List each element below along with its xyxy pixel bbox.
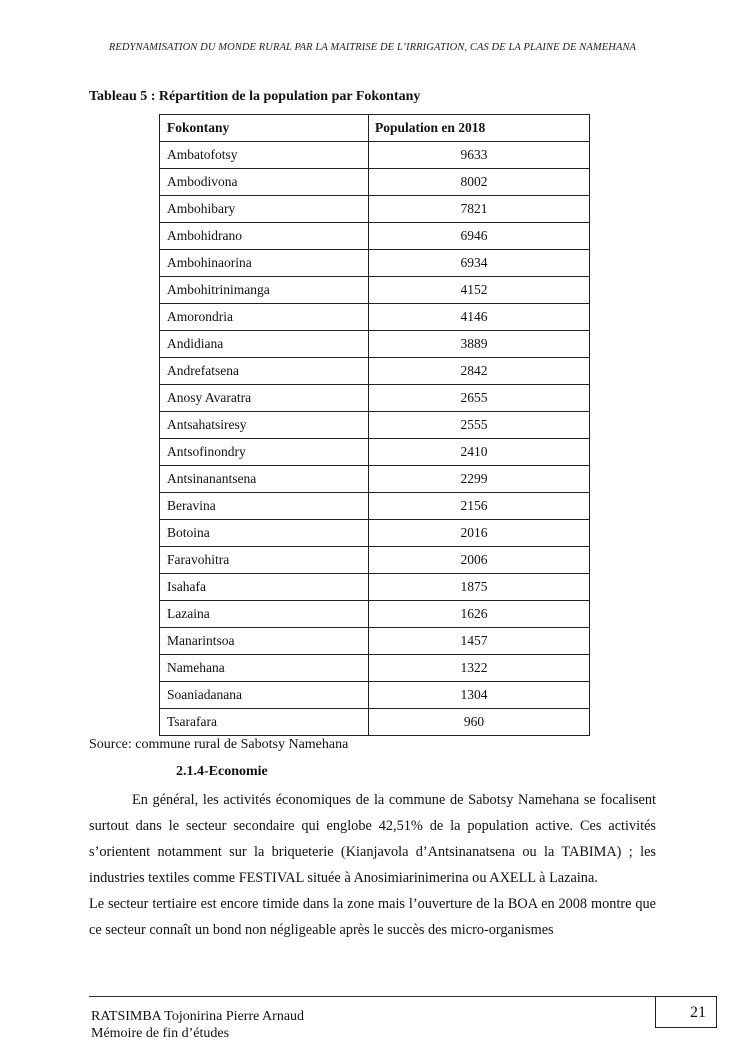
table-row: [160, 547, 590, 574]
footer-subtitle: Mémoire de fin d’études: [91, 1026, 230, 1041]
population-table: [159, 114, 590, 736]
population-cell: 6946: [369, 223, 590, 250]
table-row: [160, 520, 590, 547]
fokontany-name-cell: Antsofinondry: [160, 439, 369, 466]
table-source: Source: commune rural de Sabotsy Namehana: [89, 737, 349, 752]
population-cell: 2655: [369, 385, 590, 412]
fokontany-name-cell: Soaniadanana: [160, 682, 369, 709]
fokontany-name-cell: Andrefatsena: [160, 358, 369, 385]
fokontany-name-cell: Namehana: [160, 655, 369, 682]
population-cell: 3889: [369, 331, 590, 358]
paragraph-2: Le secteur tertiaire est encore timide dans la zone mais l’ouverture de la BOA en 2008 montre que ce secteur connaît un bond non négligeable après le succès des micro-organismes: [89, 896, 656, 938]
fokontany-name-cell: Ambohinaorina: [160, 250, 369, 277]
column-header-fokontany: Fokontany: [160, 115, 369, 142]
population-cell: 7821: [369, 196, 590, 223]
table-row: [160, 574, 590, 601]
population-cell: 2555: [369, 412, 590, 439]
table-row: [160, 709, 590, 736]
table-row: [160, 439, 590, 466]
population-cell: 8002: [369, 169, 590, 196]
column-header-population: Population en 2018: [369, 115, 590, 142]
table-caption: Tableau 5 : Répartition de la population par Fokontany: [89, 89, 421, 104]
table-row: [160, 466, 590, 493]
table-header-row: [160, 115, 590, 142]
table-row: [160, 493, 590, 520]
population-cell: 2156: [369, 493, 590, 520]
table-row: [160, 277, 590, 304]
table-row: [160, 412, 590, 439]
table-row: [160, 628, 590, 655]
fokontany-name-cell: Antsinanantsena: [160, 466, 369, 493]
table-row: [160, 304, 590, 331]
fokontany-name-cell: Andidiana: [160, 331, 369, 358]
population-cell: 2006: [369, 547, 590, 574]
population-cell: 4152: [369, 277, 590, 304]
population-cell: 960: [369, 709, 590, 736]
population-cell: 1304: [369, 682, 590, 709]
table-body: [160, 142, 590, 736]
footer-author: RATSIMBA Tojonirina Pierre Arnaud: [91, 1009, 305, 1024]
fokontany-name-cell: Beravina: [160, 493, 369, 520]
population-cell: 1457: [369, 628, 590, 655]
fokontany-name-cell: Antsahatsiresy: [160, 412, 369, 439]
table-row: [160, 655, 590, 682]
table-row: [160, 682, 590, 709]
table-row: [160, 142, 590, 169]
table-row: [160, 250, 590, 277]
population-cell: 9633: [369, 142, 590, 169]
table-row: [160, 223, 590, 250]
section-title: 2.1.4-Economie: [176, 764, 268, 779]
population-cell: 4146: [369, 304, 590, 331]
table-row: [160, 358, 590, 385]
fokontany-name-cell: Botoina: [160, 520, 369, 547]
fokontany-name-cell: Manarintsoa: [160, 628, 369, 655]
population-cell: 1875: [369, 574, 590, 601]
population-cell: 2299: [369, 466, 590, 493]
fokontany-name-cell: Amorondria: [160, 304, 369, 331]
population-cell: 2842: [369, 358, 590, 385]
table-row: [160, 385, 590, 412]
population-cell: 1322: [369, 655, 590, 682]
table-row: [160, 601, 590, 628]
fokontany-name-cell: Ambohidrano: [160, 223, 369, 250]
population-cell: 2016: [369, 520, 590, 547]
fokontany-name-cell: Lazaina: [160, 601, 369, 628]
footer-divider: [89, 996, 655, 997]
table-row: [160, 169, 590, 196]
fokontany-name-cell: Faravohitra: [160, 547, 369, 574]
fokontany-name-cell: Ambodivona: [160, 169, 369, 196]
fokontany-name-cell: Ambohibary: [160, 196, 369, 223]
table-row: [160, 331, 590, 358]
body-text: [89, 787, 656, 943]
fokontany-name-cell: Anosy Avaratra: [160, 385, 369, 412]
fokontany-name-cell: Ambatofotsy: [160, 142, 369, 169]
fokontany-name-cell: Ambohitrinimanga: [160, 277, 369, 304]
population-cell: 6934: [369, 250, 590, 277]
fokontany-name-cell: Isahafa: [160, 574, 369, 601]
running-header: REDYNAMISATION DU MONDE RURAL PAR LA MAITRISE DE L’IRRIGATION, CAS DE LA PLAINE DE NAMEHANA: [108, 42, 637, 53]
population-cell: 2410: [369, 439, 590, 466]
footer-author-block: [91, 1008, 304, 1042]
population-cell: 1626: [369, 601, 590, 628]
table-row: [160, 196, 590, 223]
paragraph-1: En général, les activités économiques de la commune de Sabotsy Namehana se focalisent surtout dans le secteur secondaire qui englobe 42,51% de la population active. Ces activités s’orientent notamment sur la briqueterie (Kianjavola d’Antsinanatsena ou la TABIMA) ; les industries textiles comme FESTIVAL située à Anosimiarinimerina ou AXELL à Lazaina.: [89, 792, 656, 886]
page-number: 21: [655, 996, 717, 1028]
fokontany-name-cell: Tsarafara: [160, 709, 369, 736]
